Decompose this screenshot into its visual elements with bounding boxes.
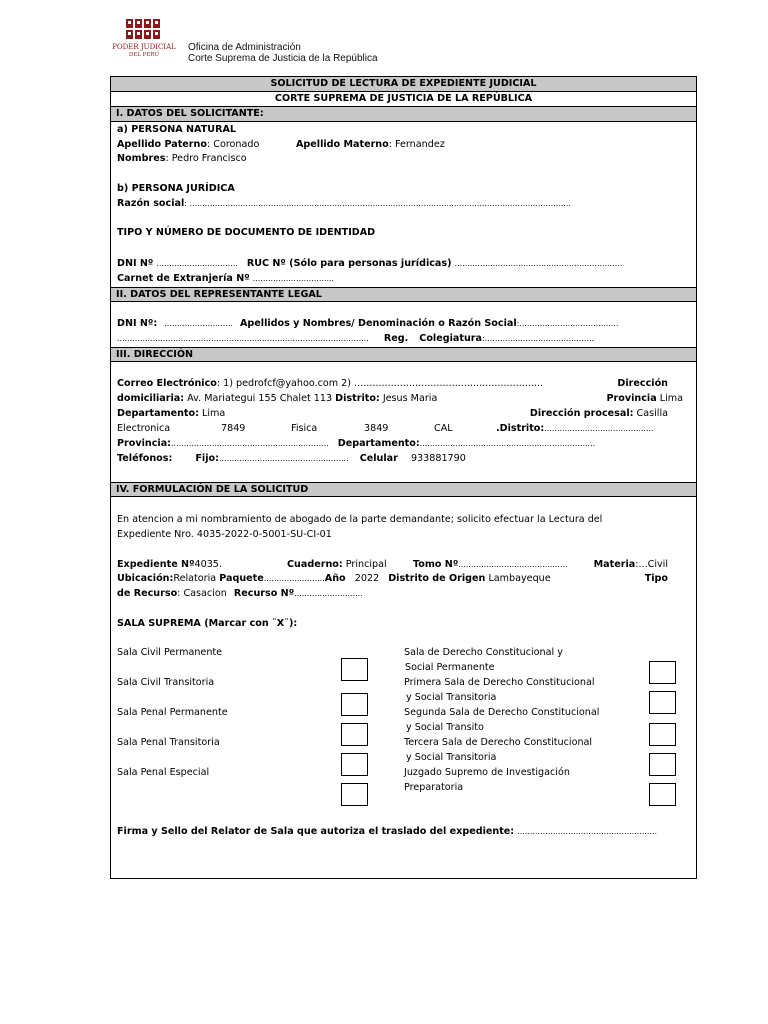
nombres-label: Nombres — [117, 153, 166, 164]
sala-constitucional-permanente-label-1: Sala de Derecho Constitucional y — [404, 647, 563, 658]
cal-word: CAL — [434, 423, 453, 434]
office-line-1: Oficina de Administración — [188, 42, 301, 53]
apellido-paterno-label: Apellido Paterno — [117, 139, 207, 150]
electronica-number[interactable]: 7849 — [221, 423, 246, 434]
sala-penal-permanente-label: Sala Penal Permanente — [117, 707, 228, 718]
paquete-label: Paquete — [219, 573, 264, 584]
tipo-label: Tipo — [644, 573, 668, 584]
direccion-procesal-row — [530, 408, 668, 420]
form-subtitle: CORTE SUPREMA DE JUSTICIA DE LA REPÚBLICA — [111, 92, 696, 107]
logo-org-sub: DEL PERÚ — [128, 52, 160, 58]
apellido-paterno-value[interactable]: : Coronado — [206, 139, 260, 150]
departamento-value[interactable]: Lima — [202, 408, 226, 419]
section-1-heading: I. DATOS DEL SOLICITANTE: — [111, 107, 696, 122]
materia-value[interactable]: :...Civil — [635, 559, 668, 570]
materia-label: Materia — [593, 559, 636, 570]
direccion-procesal-value[interactable]: Casilla — [636, 408, 668, 419]
checkbox-sala-constitucional-permanente[interactable] — [649, 661, 676, 684]
recurso-no-value[interactable]: ........................... — [294, 589, 363, 598]
tomo-label: Tomo Nº — [413, 559, 459, 570]
electronica-word: Electronica — [117, 423, 171, 434]
rep-dni-label: DNI Nº: — [117, 318, 158, 329]
telefonos-row — [117, 453, 466, 465]
cuaderno-label: Cuaderno: — [287, 559, 343, 570]
domiciliaria-value[interactable]: Av. Mariategui 155 Chalet 113 — [187, 393, 333, 404]
tomo-value[interactable]: ........................................... — [458, 560, 568, 569]
distrito-origen-label: Distrito de Origen — [388, 573, 486, 584]
distrito2-value[interactable]: ........................................... — [544, 424, 654, 433]
checkbox-sala-civil-permanente[interactable] — [341, 658, 368, 681]
direccion-procesal-label: Dirección procesal: — [529, 408, 634, 419]
rep-dni-value[interactable]: ........................... — [164, 319, 233, 328]
provincia-row — [607, 393, 684, 405]
rep-apellidos-label: Apellidos y Nombres/ Denominación o Razón Social — [239, 318, 517, 329]
fisica-number[interactable]: 3849 — [364, 423, 389, 434]
distrito-origen-value[interactable]: Lambayeque — [488, 573, 551, 584]
document-type-heading: TIPO Y NÚMERO DE DOCUMENTO DE IDENTIDAD — [117, 227, 376, 238]
fisica-word: Fisica — [291, 423, 318, 434]
juzgado-supremo-label-2: Preparatoria — [404, 782, 464, 793]
dni-label: DNI Nº — [117, 258, 154, 269]
persona-juridica-label: b) PERSONA JURÍDICA — [117, 183, 235, 194]
tercera-sala-constitucional-label-2: y Social Transitoria — [406, 752, 497, 763]
cuaderno-value[interactable]: Principal — [345, 559, 387, 570]
checkbox-sala-penal-especial[interactable] — [341, 783, 368, 806]
nombres-row — [117, 153, 247, 165]
sala-civil-transitoria-label: Sala Civil Transitoria — [117, 677, 215, 688]
provincia2-row — [117, 438, 595, 450]
carnet-value[interactable]: ................................ — [252, 274, 335, 283]
ubicacion-value[interactable]: Relatoria — [173, 573, 217, 584]
anio-label: Año — [324, 573, 346, 584]
checkbox-juzgado-supremo[interactable] — [649, 783, 676, 806]
ruc-value[interactable]: .................................................................. — [454, 259, 623, 268]
departamento-label: Departamento: — [117, 408, 199, 419]
expediente-row — [117, 559, 222, 571]
persona-natural-label: a) PERSONA NATURAL — [117, 124, 236, 135]
form-title: SOLICITUD DE LECTURA DE EXPEDIENTE JUDICIAL — [111, 77, 696, 92]
juzgado-supremo-label-1: Juzgado Supremo de Investigación — [404, 767, 570, 778]
recurso-tipo-label: de Recurso — [117, 588, 178, 599]
carnet-row — [117, 273, 334, 285]
solicitud-paragraph-line-1[interactable]: En atencion a mi nombramiento de abogado de la parte demandante; solicito efectuar la Lectura del — [117, 514, 603, 525]
rep-apellidos-value[interactable]: :....................................... — [516, 319, 619, 328]
rep-line2-row — [117, 333, 594, 345]
ruc-label: RUC Nº (Sólo para personas jurídicas) — [246, 258, 452, 269]
correo-row — [117, 378, 543, 390]
anio-value[interactable]: 2022 — [354, 573, 380, 584]
distrito2-row — [496, 423, 654, 435]
dni-ruc-row — [117, 258, 622, 270]
firma-label: Firma y Sello del Relator de Sala que autoriza el traslado del expediente: — [117, 826, 515, 837]
checkbox-sala-penal-permanente[interactable] — [341, 723, 368, 746]
office-line-2: Corte Suprema de Justicia de la República — [188, 53, 378, 64]
apellido-materno-label: Apellido Materno — [296, 139, 389, 150]
tomo-row — [413, 559, 568, 571]
direccion-label: Dirección — [617, 378, 668, 389]
sala-penal-especial-label: Sala Penal Especial — [117, 767, 210, 778]
segunda-sala-constitucional-label-1: Segunda Sala de Derecho Constitucional — [404, 707, 600, 718]
tercera-sala-constitucional-label-1: Tercera Sala de Derecho Constitucional — [404, 737, 593, 748]
sala-penal-transitoria-label: Sala Penal Transitoria — [117, 737, 220, 748]
ubicacion-label: Ubicación: — [117, 573, 174, 584]
section-3-heading: III. DIRECCIÓN — [111, 347, 696, 362]
provincia2-value[interactable]: .............................................................. — [171, 439, 329, 448]
telefonos-label: Teléfonos: — [117, 453, 173, 464]
firma-value[interactable]: ....................................................... — [517, 827, 658, 836]
nombres-value[interactable]: : Pedro Francisco — [165, 153, 247, 164]
distrito-label: Distrito: — [335, 393, 380, 404]
recurso-tipo-value[interactable]: : Casacion — [177, 588, 227, 599]
distrito2-label: .Distrito: — [496, 423, 545, 434]
provincia-value[interactable]: Lima — [659, 393, 683, 404]
sala-constitucional-permanente-label-2: Social Permanente — [405, 662, 495, 673]
recurso-no-label: Recurso Nº — [233, 588, 295, 599]
rep-line2-value[interactable]: ................................................................................................... — [117, 334, 369, 343]
checkbox-sala-civil-transitoria[interactable] — [341, 693, 368, 716]
provincia2-label: Provincia: — [117, 438, 172, 449]
cuaderno-row — [287, 559, 387, 571]
apellido-materno-row — [296, 139, 445, 151]
checkbox-primera-sala-constitucional[interactable] — [649, 691, 676, 714]
materia-row — [594, 559, 668, 571]
dni-value[interactable]: ................................ — [156, 259, 238, 268]
distrito-value[interactable]: Jesus Maria — [382, 393, 438, 404]
logo-org-name: PODER JUDICIAL — [112, 43, 176, 51]
section-4-heading: IV. FORMULACIÓN DE LA SOLICITUD — [111, 482, 696, 497]
checkbox-sala-penal-transitoria[interactable] — [341, 753, 368, 776]
apellido-paterno-row — [117, 139, 259, 151]
fijo-label: Fijo: — [195, 453, 219, 464]
carnet-label: Carnet de Extranjería Nº — [117, 273, 250, 284]
razon-social-value[interactable]: : ...................................................................................................................................................... — [184, 199, 571, 208]
segunda-sala-constitucional-label-2: y Social Transito — [406, 722, 484, 733]
checkbox-segunda-sala-constitucional[interactable] — [649, 723, 676, 746]
rep-dni-row — [117, 318, 619, 330]
solicitud-paragraph-line-2[interactable]: Expediente Nro. 4035-2022-0-5001-SU-CI-01 — [117, 529, 332, 540]
section-2-heading: II. DATOS DEL REPRESENTANTE LEGAL — [111, 287, 696, 302]
domiciliaria-label: domiciliaria: — [117, 393, 185, 404]
sala-civil-permanente-label: Sala Civil Permanente — [117, 647, 223, 658]
expediente-value[interactable]: 4035. — [194, 559, 222, 570]
razon-social-label: Razón social — [117, 198, 185, 209]
correo-label: Correo Electrónico — [117, 378, 217, 389]
celular-label: Celular — [359, 453, 398, 464]
provincia-label: Provincia — [606, 393, 657, 404]
celular-value[interactable]: 933881790 — [410, 453, 466, 464]
firma-row — [117, 826, 657, 838]
departamento2-label: Departamento: — [337, 438, 420, 449]
reg-label: Reg. — [383, 333, 409, 344]
logo-emblem-icon — [126, 19, 160, 39]
expediente-label: Expediente Nº — [117, 559, 195, 570]
domicilio-row — [117, 393, 437, 405]
departamento2-value[interactable]: ..................................................................... — [419, 439, 596, 448]
fijo-value[interactable]: ................................................... — [218, 454, 349, 463]
ubicacion-row — [117, 573, 551, 585]
request-form — [110, 76, 697, 879]
checkbox-tercera-sala-constitucional[interactable] — [649, 753, 676, 776]
colegiatura-value[interactable]: :........................................... — [481, 334, 595, 343]
primera-sala-constitucional-label-2: y Social Transitoria — [406, 692, 497, 703]
departamento-row — [117, 408, 225, 420]
correo-value[interactable]: : 1) pedrofcf@yahoo.com 2) .............................................................. — [216, 378, 544, 389]
recurso-row — [117, 588, 363, 600]
apellido-materno-value[interactable]: : Fernandez — [388, 139, 445, 150]
razon-social-row — [117, 198, 571, 210]
colegiatura-label: Colegiatura — [419, 333, 482, 344]
sala-suprema-heading: SALA SUPREMA (Marcar con ¨X¨): — [117, 618, 298, 629]
paquete-value[interactable]: ........................ — [263, 574, 325, 583]
primera-sala-constitucional-label-1: Primera Sala de Derecho Constitucional — [404, 677, 595, 688]
